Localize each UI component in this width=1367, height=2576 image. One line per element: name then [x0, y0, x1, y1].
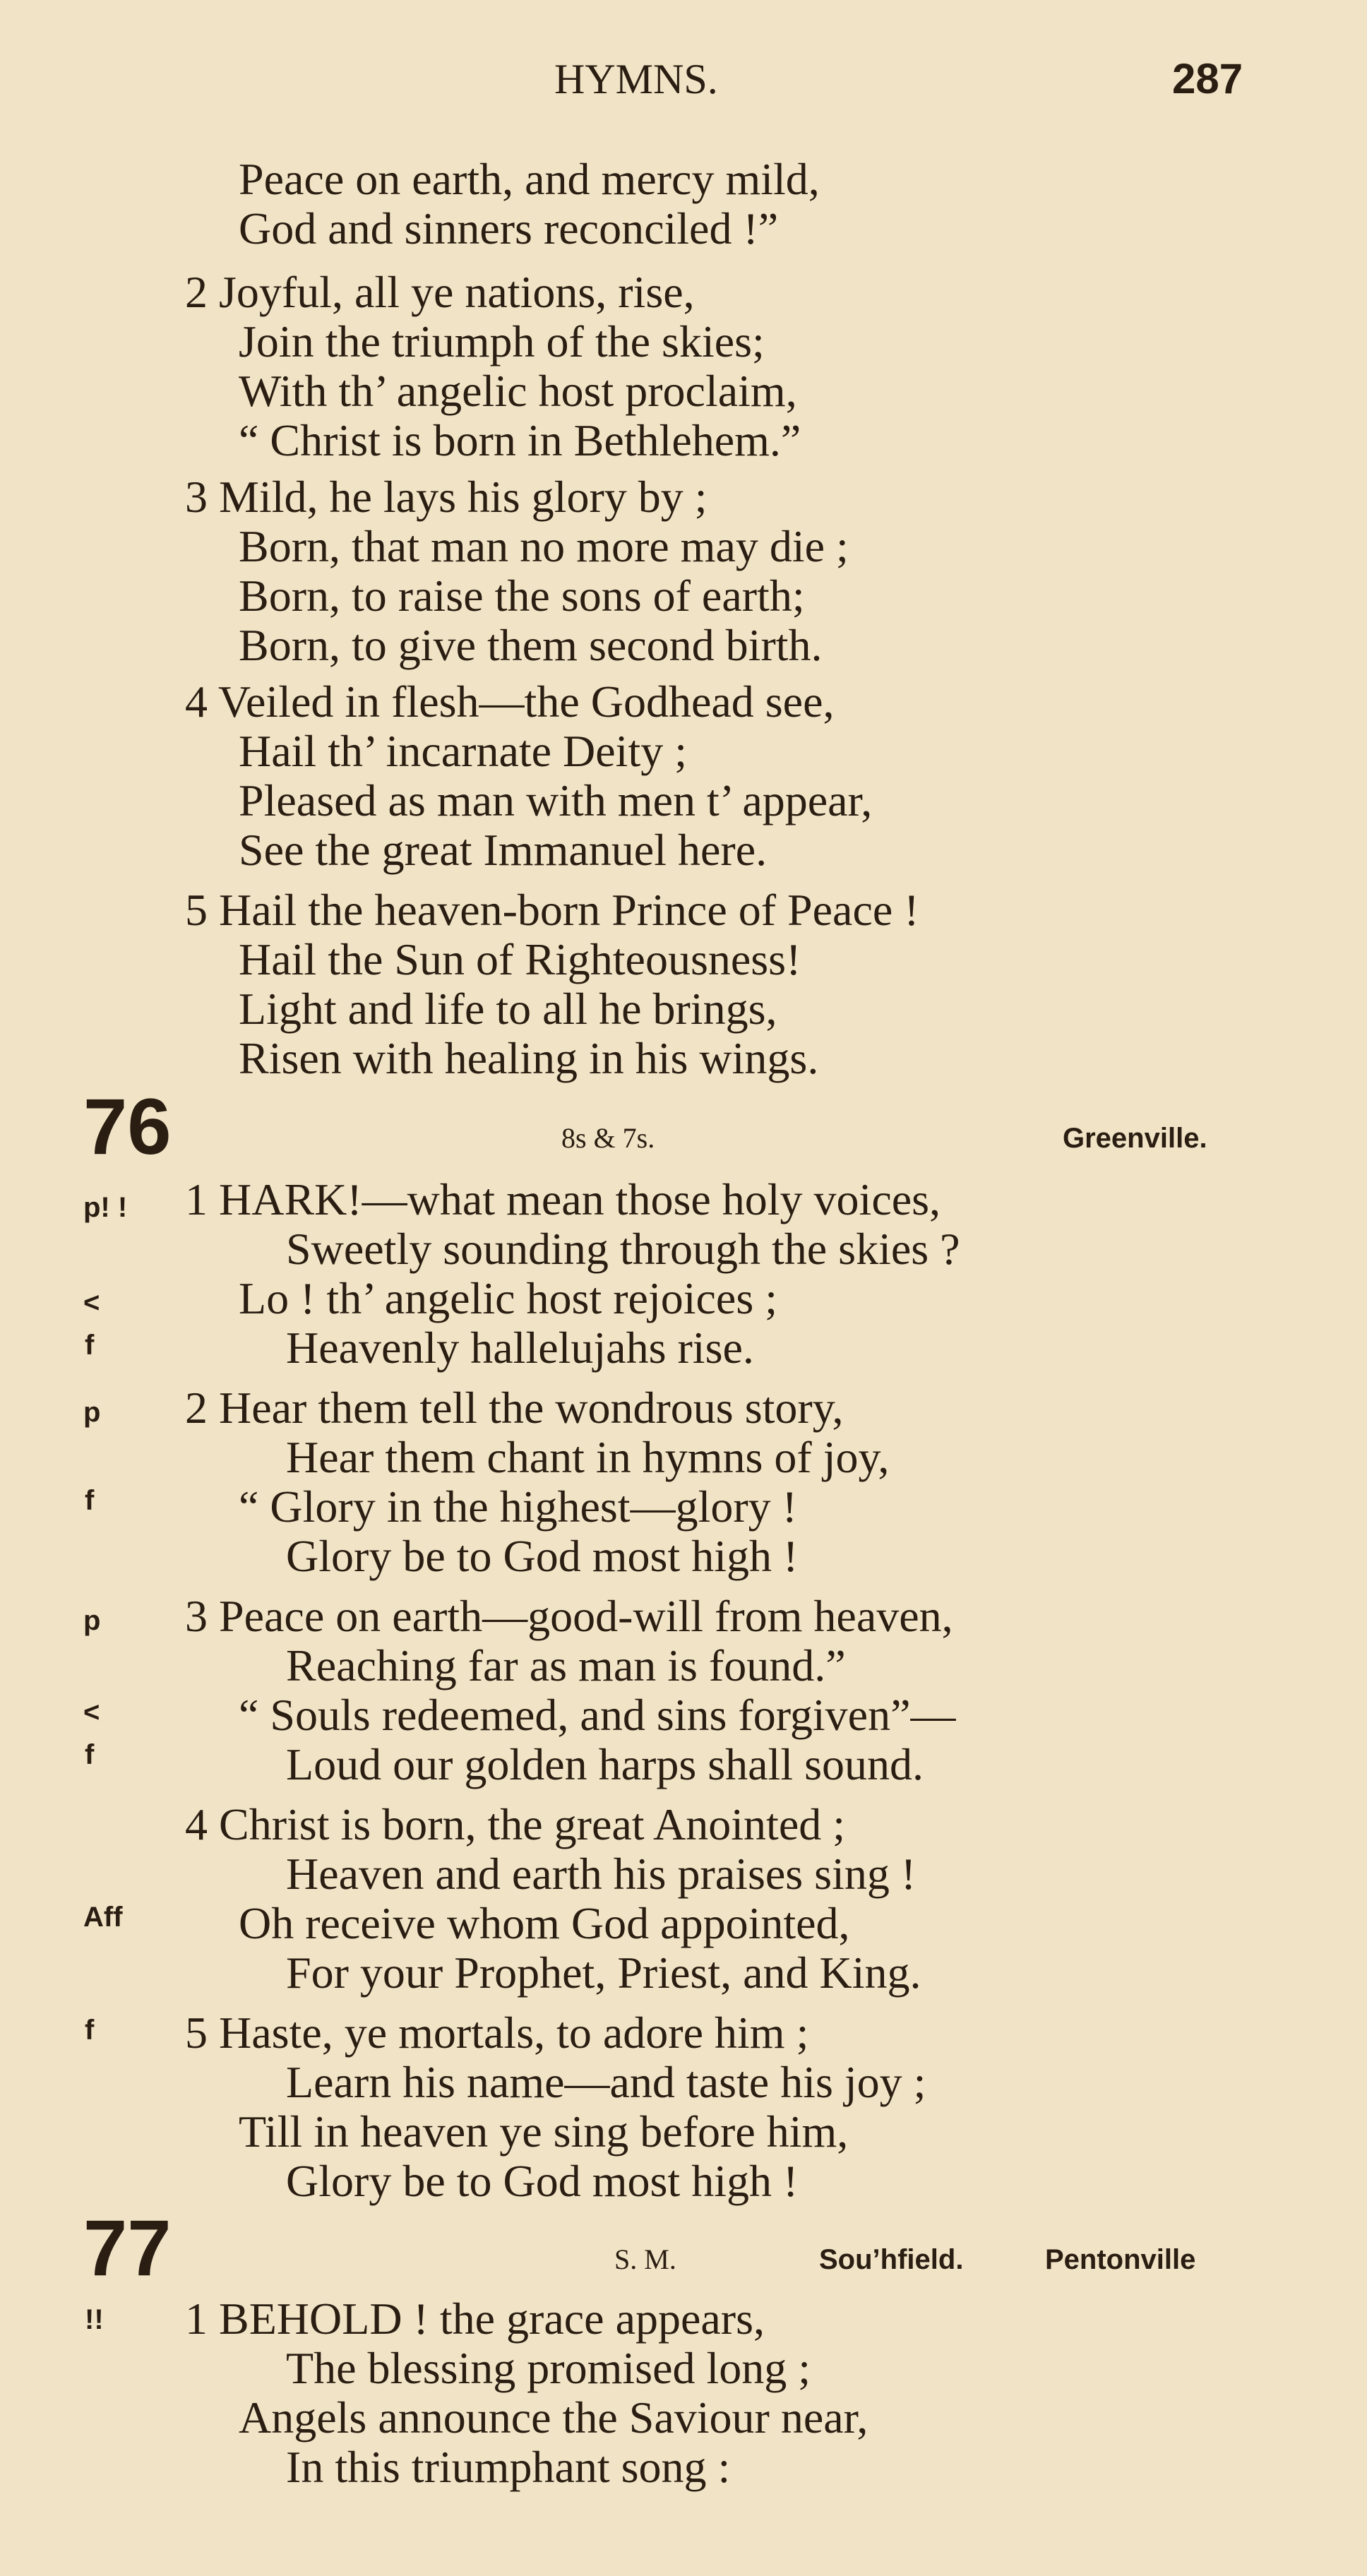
- verse-line: “ Christ is born in Bethlehem.”: [239, 415, 801, 465]
- verse-line: Reaching far as man is found.”: [286, 1640, 846, 1690]
- verse-line: “ Souls redeemed, and sins forgiven”—: [239, 1690, 956, 1740]
- verse-line: Pleased as man with men t’ appear,: [239, 775, 873, 825]
- verse-line: 1 HARK!—what mean those holy voices,: [185, 1174, 941, 1224]
- verse-line: Learn his name—and taste his joy ;: [286, 2057, 926, 2107]
- dynamic-mark: f: [85, 1739, 95, 1770]
- dynamic-mark: p: [83, 1397, 101, 1428]
- hymn-meter: 8s & 7s.: [561, 1122, 655, 1154]
- verse-line: 1 BEHOLD ! the grace appears,: [185, 2294, 765, 2344]
- running-title: HYMNS.: [554, 56, 718, 102]
- verse-line: 3 Peace on earth—good-will from heaven,: [185, 1591, 953, 1641]
- dynamic-mark: !!: [85, 2304, 104, 2335]
- verse-line: Heaven and earth his praises sing !: [286, 1849, 917, 1899]
- hymn-tune: Greenville.: [1063, 1123, 1207, 1154]
- verse-line: Oh receive whom God appointed,: [239, 1898, 850, 1948]
- dynamic-mark: Aff: [83, 1902, 123, 1933]
- verse-line: Sweetly sounding through the skies ?: [286, 1224, 960, 1274]
- verse-line: Risen with healing in his wings.: [239, 1033, 819, 1083]
- verse-line: Join the triumph of the skies;: [239, 316, 765, 366]
- verse-line: 4 Christ is born, the great Anointed ;: [185, 1799, 845, 1849]
- verse-line: Loud our golden harps shall sound.: [286, 1739, 924, 1789]
- hymn-tune: Sou’hfield.: [819, 2244, 964, 2275]
- verse-line: Glory be to God most high !: [286, 1531, 799, 1581]
- verse-line: The blessing promised long ;: [286, 2343, 811, 2393]
- verse-line: 2 Hear them tell the wondrous story,: [185, 1383, 844, 1433]
- verse-line: 5 Haste, ye mortals, to adore him ;: [185, 2008, 809, 2058]
- hymn-meter: S. M.: [614, 2243, 676, 2275]
- verse-line: God and sinners reconciled !”: [239, 203, 779, 254]
- dynamic-mark: p! !: [83, 1192, 128, 1223]
- verse-line: Till in heaven ye sing before him,: [239, 2106, 849, 2157]
- dynamic-mark: f: [85, 1330, 95, 1361]
- verse-line: Hear them chant in hymns of joy,: [286, 1432, 890, 1482]
- verse-line: Lo ! th’ angelic host rejoices ;: [239, 1273, 777, 1323]
- verse-line: Angels announce the Saviour near,: [239, 2392, 868, 2443]
- verse-line: 2 Joyful, all ye nations, rise,: [185, 267, 695, 317]
- verse-line: Hail the Sun of Righteousness!: [239, 934, 801, 984]
- dynamic-mark: p: [83, 1605, 101, 1636]
- hymn-number: 77: [83, 2204, 172, 2292]
- verse-line: Hail th’ incarnate Deity ;: [239, 726, 687, 776]
- verse-line: In this triumphant song :: [286, 2442, 731, 2492]
- verse-line: Born, to give them second birth.: [239, 620, 823, 670]
- verse-line: Heavenly hallelujahs rise.: [286, 1323, 754, 1373]
- dynamic-mark: <: [83, 1287, 100, 1318]
- verse-line: Born, to raise the sons of earth;: [239, 571, 805, 621]
- dynamic-mark: <: [83, 1697, 100, 1728]
- hymn-number: 76: [83, 1083, 172, 1171]
- verse-line: 5 Hail the heaven-born Prince of Peace !: [185, 885, 919, 935]
- verse-line: Glory be to God most high !: [286, 2156, 799, 2206]
- verse-line: Light and life to all he brings,: [239, 984, 777, 1034]
- verse-line: Peace on earth, and mercy mild,: [239, 154, 820, 204]
- verse-line: With th’ angelic host proclaim,: [239, 366, 797, 416]
- dynamic-mark: f: [85, 2015, 95, 2046]
- verse-line: Born, that man no more may die ;: [239, 521, 849, 571]
- verse-line: For your Prophet, Priest, and King.: [286, 1948, 921, 1998]
- verse-line: 3 Mild, he lays his glory by ;: [185, 472, 708, 522]
- hymn-tune-alt: Pentonville: [1045, 2244, 1196, 2275]
- dynamic-mark: f: [85, 1485, 95, 1516]
- verse-line: “ Glory in the highest—glory !: [239, 1481, 797, 1532]
- verse-line: See the great Immanuel here.: [239, 825, 768, 875]
- verse-line: 4 Veiled in flesh—the Godhead see,: [185, 676, 835, 727]
- page-number: 287: [1172, 55, 1243, 102]
